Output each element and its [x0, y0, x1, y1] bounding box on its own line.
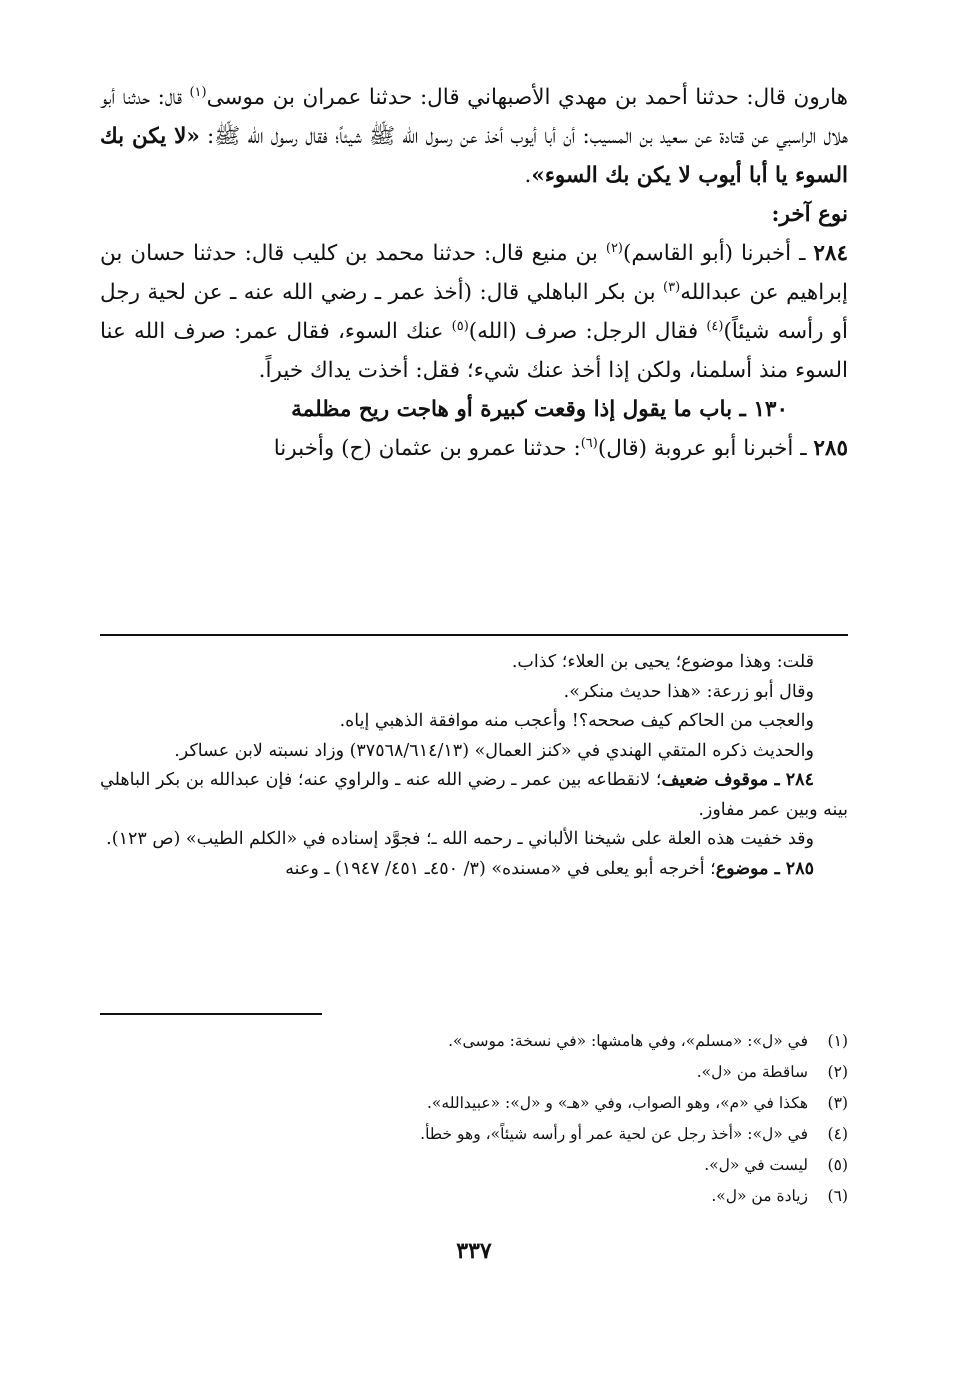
- footnote: [100, 1088, 848, 1119]
- footnote-number: (١): [827, 1032, 848, 1050]
- commentary-line: وقد خفيت هذه العلة على شيخنا الألباني ـ رحمه الله ـ؛ فجوَّد إسناده في «الكلم الطيب» (ص ١٢٣).: [106, 829, 814, 849]
- paragraph-hadith-284: [100, 234, 848, 390]
- footnote-number: (٥): [827, 1156, 848, 1174]
- commentary-verdict-284: [100, 766, 848, 825]
- footnote-ref: (١): [189, 84, 207, 100]
- footnote-text: هكذا في «م»، وهو الصواب، وفي «هـ» و «ل»: «عبيدالله».: [427, 1094, 808, 1112]
- commentary-line: والحديث ذكره المتقي الهندي في «كنز العمال» (٣٧٥٦٨/٦١٤/١٣) وزاد نسبته لابن عساكر.: [174, 740, 814, 761]
- footnote-text: زيادة من «ل».: [711, 1187, 808, 1205]
- text-run: .: [524, 163, 532, 188]
- footnote-ref: (٣): [663, 279, 681, 295]
- subheading-another-type: نوع آخر:: [771, 202, 848, 227]
- commentary-line: والعجب من الحاكم كيف صححه؟! وأعجب منه موافقة الذهبي إياه.: [339, 711, 814, 731]
- footnote-number: (٤): [827, 1125, 848, 1143]
- footnotes: [100, 1026, 848, 1212]
- text-run: بن منيع قال: حدثنا محمد بن كليب قال: حدثنا حسان بن إبراهيم عن عبدالله: [100, 241, 849, 305]
- text-run: : حدثنا عمرو بن عثمان (ح) وأخبرنا: [273, 436, 581, 461]
- footnote: [100, 1181, 848, 1212]
- text-run: ؛ لانقطاعه بين عمر ـ رضي الله عنه ـ والراوي عنه؛ فإن عبدالله بن بكر الباهلي بينه وبين عمر مفاوز.: [100, 770, 848, 820]
- main-text: [100, 78, 848, 468]
- paragraph-hadith-285: [100, 429, 848, 468]
- footnote-text: في «ل»: «مسلم»، وفي هامشها: «في نسخة: موسى».: [448, 1032, 808, 1050]
- text-run: ؛ أخرجه أبو يعلى في «مسنده» (٣/ ٤٥٠ـ ٤٥١/ ١٩٤٧) ـ وعنه: [285, 858, 716, 879]
- footnote-text: في «ل»: «أخذ رجل عن لحية عمر أو رأسه شيئاً»، وهو خطأ.: [420, 1125, 808, 1143]
- text-run: هارون قال: حدثنا أحمد بن مهدي الأصبهاني قال: حدثنا عمران بن موسى: [206, 85, 848, 110]
- commentary-verdict-285: [100, 855, 848, 885]
- prophetic-quote: «لا يكن بك السوء يا أبا أيوب لا يكن بك السوء»: [100, 124, 848, 188]
- commentary-divider: [100, 634, 848, 636]
- footnote-ref: (٤): [706, 318, 724, 334]
- hadith-number: ٢٨٤: [785, 770, 814, 790]
- verdict: ـ موقوف ضعيف: [661, 770, 786, 790]
- footnote-number: (٣): [827, 1094, 848, 1112]
- paragraph-hadith-283-end: [100, 78, 848, 195]
- footnote-text: ليست في «ل».: [704, 1156, 808, 1174]
- commentary-line: قلت: وهذا موضوع؛ يحيى بن العلاء؛ كذاب.: [511, 652, 814, 672]
- book-page: [100, 0, 848, 1373]
- footnote-ref: (٥): [451, 318, 469, 334]
- text-run: فقال الرجل: صرف (الله): [468, 319, 707, 344]
- footnote-text: ساقطة من «ل».: [696, 1063, 808, 1081]
- commentary-section: [100, 648, 848, 884]
- footnote-ref: (٦): [580, 435, 598, 451]
- chapter-heading: ١٣٠ ـ باب ما يقول إذا وقعت كبيرة أو هاجت ريح مظلمة: [291, 397, 788, 422]
- footnotes-divider: [100, 1013, 322, 1015]
- text-run: بن بكر الباهلي قال: (أخذ عمر ـ رضي الله عنه ـ عن لحية رجل أو رأسه شيئاً): [100, 280, 848, 344]
- footnote: [100, 1119, 848, 1150]
- text-run: ـ أخبرنا (أبو القاسم): [623, 241, 814, 266]
- footnote-number: (٦): [827, 1187, 848, 1205]
- hadith-number: ٢٨٥: [813, 436, 848, 461]
- footnote: [100, 1150, 848, 1181]
- commentary-line: وقال أبو زرعة: «هذا حديث منكر».: [563, 681, 814, 702]
- text-run: عنك السوء، فقال عمر: صرف الله عنا السوء منذ أسلمنا، ولكن إذا أخذ عنك شيء؛ فقل: أخذت يداك خيراً.: [100, 319, 848, 383]
- footnote: [100, 1057, 848, 1088]
- hadith-number: ٢٨٥: [785, 858, 814, 879]
- text-run: قال: حدثنا أبو هلال الراسبي عن قتادة عن سعيد بن المسيب: أن أبا أيوب أخذ عن رسول الله ﷺ شيئاً؛ فقال رسول الله ﷺ:: [100, 85, 848, 149]
- footnote-ref: (٢): [605, 240, 623, 256]
- hadith-number: ٢٨٤: [813, 241, 849, 266]
- footnote: [100, 1026, 848, 1057]
- footnote-number: (٢): [827, 1063, 848, 1081]
- verdict: ـ موضوع: [715, 858, 786, 879]
- page-number: ٣٣٧: [456, 1238, 492, 1264]
- text-run: ـ أخبرنا أبو عروبة (قال): [597, 436, 814, 461]
